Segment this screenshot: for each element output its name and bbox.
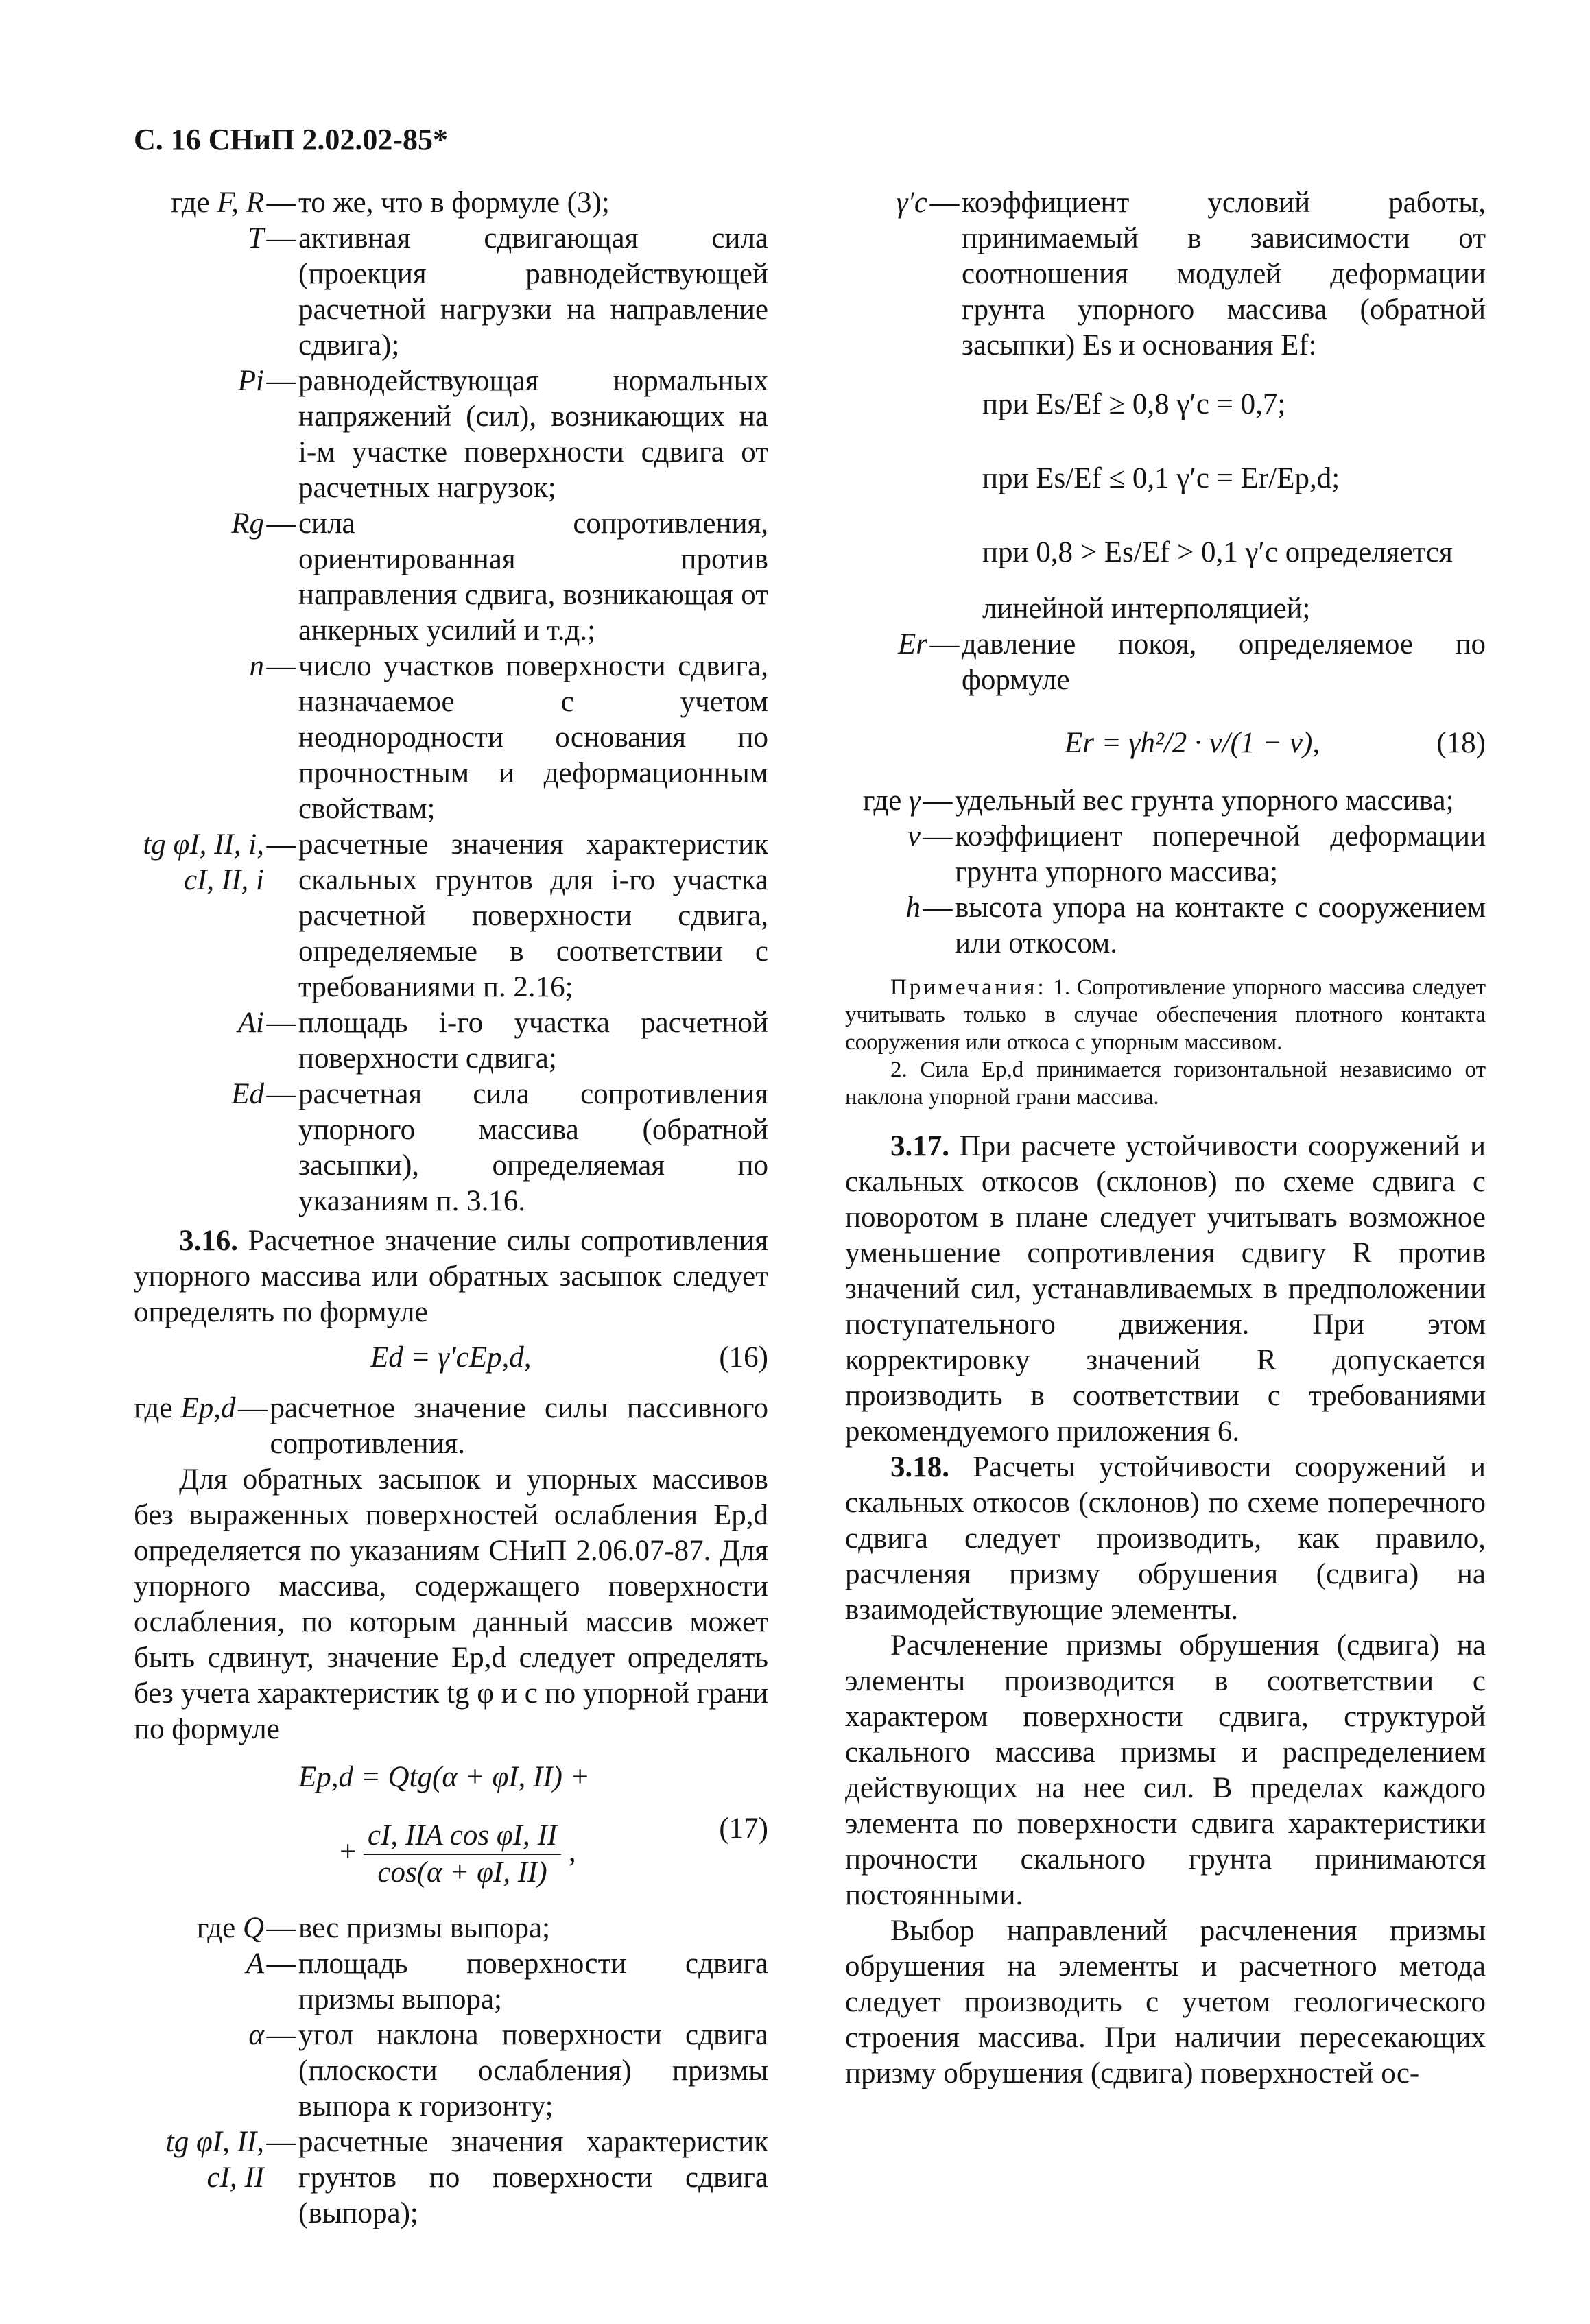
definition-term <box>134 827 264 898</box>
definition-term <box>134 185 264 221</box>
note-1: 1. Сопротивление упорного массива следует учитывать только в случае обеспечения плотного контакта сооружения или откоса с упорным массивом. <box>845 975 1486 1055</box>
paragraph: Расчленение призмы обрушения (сдвига) на элементы производится в соответствии с характером поверхности сдвига, структурой скального массива призмы и распределением действующих на нее сил. В пределах каждого элемента по поверхности сдвига характеристики прочности скального грунта принимаются постоянными. <box>845 1629 1486 1911</box>
formula-18 <box>845 726 1486 767</box>
definition-dash: — <box>266 2019 296 2051</box>
definition-dash: — <box>266 1948 296 1980</box>
page-header: С. 16 СНиП 2.02.02-85* <box>134 123 449 156</box>
definition-lead: где <box>862 784 902 817</box>
definition-dash: — <box>266 222 296 254</box>
definition-term <box>134 2017 264 2053</box>
formula-18-body: Er = γh²/2 · ν/(1 − ν), <box>1065 727 1320 759</box>
definition-item <box>845 819 1486 890</box>
definition-dash: — <box>929 187 960 219</box>
definition-desc: равнодействующая нормальных напряжений (сил), возникающих на i-м участке поверхности сдвига от расчетных нагрузок; <box>298 365 768 504</box>
section-number: 3.16. <box>179 1225 238 1257</box>
definition-symbol: tg φI, II, i, cI, II, i <box>143 828 264 896</box>
definition-symbol: γ <box>909 784 921 817</box>
definition-term <box>845 783 921 819</box>
definition-term <box>845 819 921 854</box>
definition-dash: — <box>266 1007 296 1039</box>
definition-item <box>134 185 768 221</box>
definition-dash: — <box>266 1078 296 1110</box>
definition-lead: где <box>196 1912 236 1944</box>
definition-dash: — <box>923 891 953 924</box>
definition-dash: — <box>923 784 953 817</box>
notes-heading: Примечания: <box>890 975 1047 1000</box>
formula-16-number: (16) <box>719 1341 768 1374</box>
definition-item <box>134 506 768 649</box>
definition-dash: — <box>266 2126 296 2158</box>
definition-desc: то же, что в формуле (3); <box>298 187 610 219</box>
definition-dash: — <box>266 650 296 682</box>
definition-symbol: Q <box>242 1912 264 1944</box>
definition-item <box>134 2124 768 2231</box>
definition-symbol: Ed <box>231 1078 264 1110</box>
definition-gamma-c <box>845 185 1486 363</box>
notes <box>845 974 1486 1111</box>
definition-item <box>134 221 768 363</box>
definition-desc: давление покоя, определяемое по формуле <box>962 628 1486 696</box>
definition-desc: удельный вес грунта упорного массива; <box>955 784 1454 817</box>
definition-term <box>134 1946 264 1982</box>
definition-term <box>134 1077 264 1112</box>
definition-dash: — <box>923 820 953 852</box>
section-text: Расчеты устойчивости сооружений и скальных откосов (склонов) по схеме поперечного сдвига следует производить, как правило, расчленяя призму обрушения (сдвига) на взаимодействующие элементы. <box>845 1451 1486 1626</box>
definition-term: Er <box>898 628 927 660</box>
definition-item <box>134 1946 768 2017</box>
note-2: 2. Сила Ep,d принимается горизонтальной независимо от наклона упорной грани массива. <box>845 1057 1486 1110</box>
definition-desc: угол наклона поверхности сдвига (плоскости ослабления) призмы выпора к горизонту; <box>298 2019 768 2122</box>
definition-dash: — <box>266 1912 296 1944</box>
definition-lead: где <box>134 1392 173 1424</box>
definition-item <box>134 1910 768 1946</box>
definition-desc: коэффициент поперечной деформации грунта упорного массива; <box>955 820 1486 888</box>
fraction-denominator: cos(α + φI, II) <box>377 1856 547 1889</box>
definition-item <box>134 1005 768 1077</box>
definition-item <box>134 649 768 827</box>
condition-3-tail: линейной интерполяцией; <box>982 592 1311 625</box>
definition-er <box>845 627 1486 698</box>
definitions-list-3 <box>845 783 1486 961</box>
definition-desc: площадь i-го участка расчетной поверхности сдвига; <box>298 1007 768 1075</box>
section-3-18 <box>845 1450 1486 1628</box>
fraction-numerator: cI, IIA cos φI, II <box>364 1818 561 1855</box>
definition-desc: расчетные значения характеристик грунтов по поверхности сдвига (выпора); <box>298 2126 768 2229</box>
definition-desc: расчетное значение силы пассивного сопротивления. <box>270 1392 768 1460</box>
definition-desc: вес призмы выпора; <box>298 1912 551 1944</box>
definition-term: γ′c <box>896 187 927 219</box>
definition-dash: — <box>238 1392 268 1424</box>
definition-dash: — <box>266 507 296 540</box>
formula-18-number: (18) <box>1436 727 1486 759</box>
definition-term <box>134 506 264 542</box>
definition-item <box>134 363 768 506</box>
definition-dash: — <box>266 187 296 219</box>
definition-item <box>845 890 1486 961</box>
definitions-list-1 <box>134 185 768 1219</box>
definition-dash: — <box>266 365 296 397</box>
formula-17-line2: + $\frac{\text{cI, IIA cos φI, II}}{\cos(\alpha + \varphi I, II)}$ , <box>340 1818 576 1891</box>
definition-symbol: Ai <box>237 1007 264 1039</box>
definition-item <box>134 827 768 1005</box>
definition-symbol: h <box>905 891 921 924</box>
formula-17-number: (17) <box>719 1812 768 1845</box>
definition-ep <box>134 1391 768 1462</box>
section-3-17 <box>845 1129 1486 1450</box>
definition-item <box>134 1077 768 1219</box>
right-column <box>845 185 1486 2092</box>
formula-16 <box>134 1340 768 1381</box>
definition-desc: коэффициент условий работы, принимаемый в зависимости от соотношения модулей деформации грунта упорного массива (обратной засыпки) Es и основания Ef: <box>962 187 1486 361</box>
definition-dash: — <box>929 628 960 660</box>
definition-desc: расчетные значения характеристик скальных грунтов для i-го участка расчетной поверхности сдвига, определяемые в соответствии с требованиями п. 2.16; <box>298 828 768 1003</box>
formula-17-line1: Ep,d = Qtg(α + φI, II) + <box>298 1761 590 1793</box>
paragraph: Для обратных засыпок и упорных массивов без выраженных поверхностей ослабления Ep,d определяется по указаниям СНиП 2.06.07-87. Для упорного массива, содержащего поверхности ослабления, по которым данный массив может быть сдвинут, значение Ep,d следует определять без учета характеристик tg φ и c по упорной грани по формуле <box>134 1463 768 1745</box>
condition-2: при Es/Ef ≤ 0,1 γ′c = Er/Ep,d; <box>982 462 1340 494</box>
definition-desc: расчетная сила сопротивления упорного массива (обратной засыпки), определяемая по указаниям п. 3.16. <box>298 1078 768 1217</box>
condition-1: при Es/Ef ≥ 0,8 γ′c = 0,7; <box>982 388 1286 420</box>
definition-term <box>134 649 264 684</box>
section-text: При расчете устойчивости сооружений и скальных откосов (склонов) по схеме сдвига с поворотом в плане следует учитывать возможное уменьшение сопротивления сдвигу R против значений сил, устанавливаемых в предположении поступательного движения. При этом корректировку значений R допускается производить в соответствии с требованиями рекомендуемого приложения 6. <box>845 1130 1486 1448</box>
section-text: Расчетное значение силы сопротивления упорного массива или обратных засыпок следует определять по формуле <box>134 1225 768 1328</box>
section-number: 3.17. <box>890 1130 949 1162</box>
paragraph: Выбор направлений расчленения призмы обрушения на элементы и расчетного метода следует производить с учетом геологического строения массива. При наличии пересекающих призму обрушения (сдвига) поверхностей ос- <box>845 1915 1486 2089</box>
definition-symbol: F, R <box>217 187 264 219</box>
definition-desc: площадь поверхности сдвига призмы выпора; <box>298 1948 768 2015</box>
definitions-list-2 <box>134 1910 768 2231</box>
definition-symbol: Pi <box>237 365 264 397</box>
formula-16-body: Ed = γ′cEp,d, <box>370 1341 532 1374</box>
definition-symbol: A <box>246 1948 264 1980</box>
definition-term <box>134 221 264 256</box>
definition-lead: где <box>171 187 210 219</box>
definition-term <box>134 1005 264 1041</box>
definition-item <box>134 2017 768 2124</box>
formula-17 <box>134 1753 768 1910</box>
definition-term <box>134 363 264 399</box>
definition-dash: — <box>266 828 296 861</box>
section-number: 3.18. <box>890 1451 949 1483</box>
formula-17-fraction <box>364 1818 561 1891</box>
definition-desc: высота упора на контакте с сооружением или откосом. <box>955 891 1486 959</box>
definition-symbol: T <box>248 222 264 254</box>
definition-term <box>845 890 921 926</box>
condition-3: при 0,8 > Es/Ef > 0,1 γ′c определяется <box>982 536 1453 568</box>
definition-desc: сила сопротивления, ориентированная против направления сдвига, возникающая от анкерных усилий и т.д.; <box>298 507 768 647</box>
left-column <box>134 185 768 2231</box>
section-3-16 <box>134 1223 768 1330</box>
definition-symbol: α <box>248 2019 264 2051</box>
definition-term: Ep,d <box>180 1392 236 1424</box>
definition-symbol: ν <box>907 820 921 852</box>
definition-symbol: Rg <box>231 507 264 540</box>
definition-item <box>845 783 1486 819</box>
definition-term <box>134 2124 264 2196</box>
definition-desc: активная сдвигающая сила (проекция равнодействующей расчетной нагрузки на направление сдвига); <box>298 222 768 361</box>
definition-symbol: tg φI, II, cI, II <box>165 2126 264 2194</box>
definition-term <box>134 1910 264 1946</box>
definition-desc: число участков поверхности сдвига, назначаемое с учетом неоднородности основания по прочностным и деформационным свойствам; <box>298 650 768 825</box>
definition-symbol: n <box>249 650 264 682</box>
